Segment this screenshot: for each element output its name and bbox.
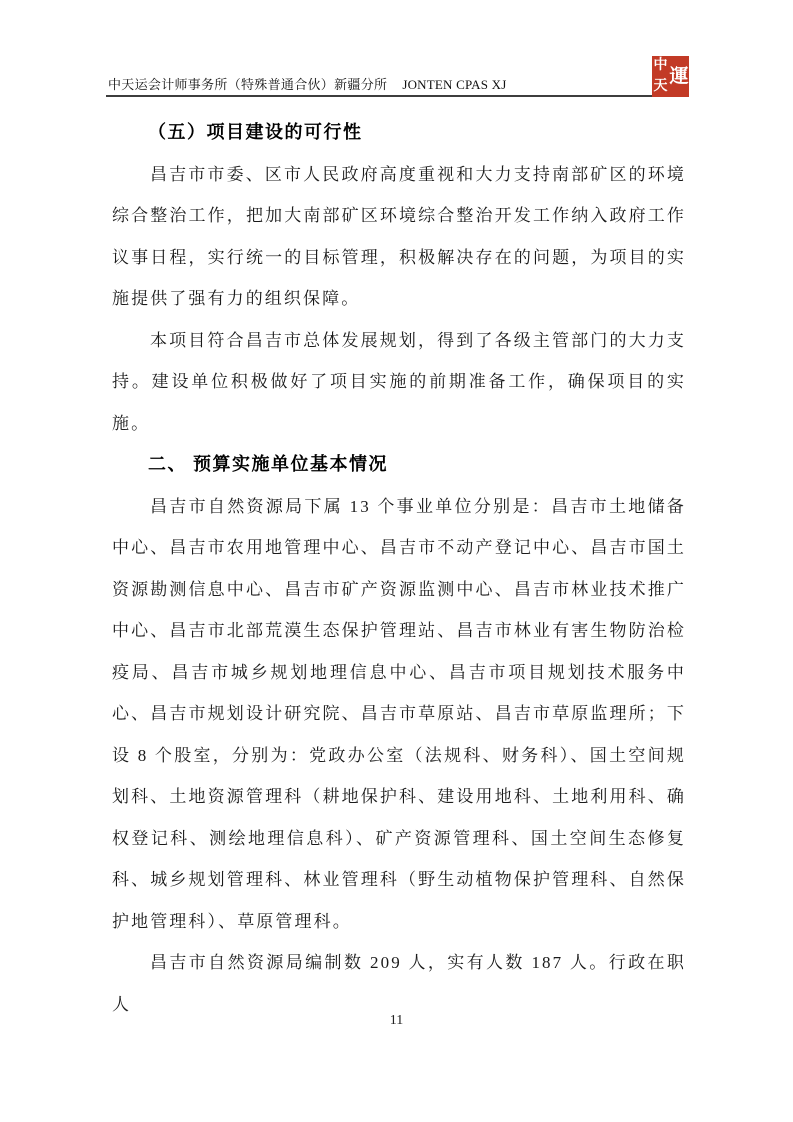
paragraph-subordinate-units: 昌吉市自然资源局下属 13 个事业单位分别是：昌吉市土地储备中心、昌吉市农用地管理中心、昌吉市不动产登记中心、昌吉市国土资源勘测信息中心、昌吉市矿产资源监测中心、昌吉市林业技术推广中心、昌吉市北部荒漠生态保护管理站、昌吉市林业有害生物防治检疫局、昌吉市城乡规划地理信息中心、昌吉市项目规划技术服务中心、昌吉市规划设计研究院、昌吉市草原站、昌吉市草原监理所；下设 8 个股室，分别为：党政办公室（法规科、财务科）、国土空间规划科、土地资源管理科（耕地保护科、建设用地科、土地利用科、确权登记科、测绘地理信息科）、矿产资源管理科、国土空间生态修复科、城乡规划管理科、林业管理科（野生动植物保护管理科、自然保护地管理科）、草原管理科。	[112, 496, 686, 931]
paragraph-feasibility-2: 本项目符合昌吉市总体发展规划，得到了各级主管部门的大力支持。建设单位积极做好了项目实施的前期准备工作，确保项目的实施。	[112, 330, 686, 433]
paragraph-feasibility-1: 昌吉市市委、区市人民政府高度重视和大力支持南部矿区的环境综合整治工作，把加大南部矿区环境综合整治开发工作纳入政府工作议事日程，实行统一的目标管理，积极解决存在的问题，为项目的实施提供了强有力的组织保障。	[112, 164, 686, 308]
seal-char-top-left: 中	[653, 58, 668, 74]
page-footer	[0, 1013, 793, 1029]
seal-char-bottom-left: 天	[653, 78, 668, 94]
header-firm-line	[108, 74, 507, 93]
paragraph-staffing: 昌吉市自然资源局编制数 209 人，实有人数 187 人。行政在职人	[112, 953, 686, 1014]
header-divider-rule	[106, 95, 688, 97]
section-heading-budget-unit: 二、 预算实施单位基本情况	[148, 454, 388, 474]
page-number: 11	[389, 1013, 404, 1028]
firm-name-en: JONTEN CPAS XJ	[402, 77, 507, 92]
firm-seal-logo-icon	[652, 56, 689, 97]
firm-name-cn: 中天运会计师事务所（特殊普通合伙）新疆分所	[108, 77, 388, 92]
seal-char-right: 運	[669, 66, 689, 87]
section-heading-feasibility: （五）项目建设的可行性	[148, 122, 363, 142]
document-body	[112, 112, 686, 1025]
